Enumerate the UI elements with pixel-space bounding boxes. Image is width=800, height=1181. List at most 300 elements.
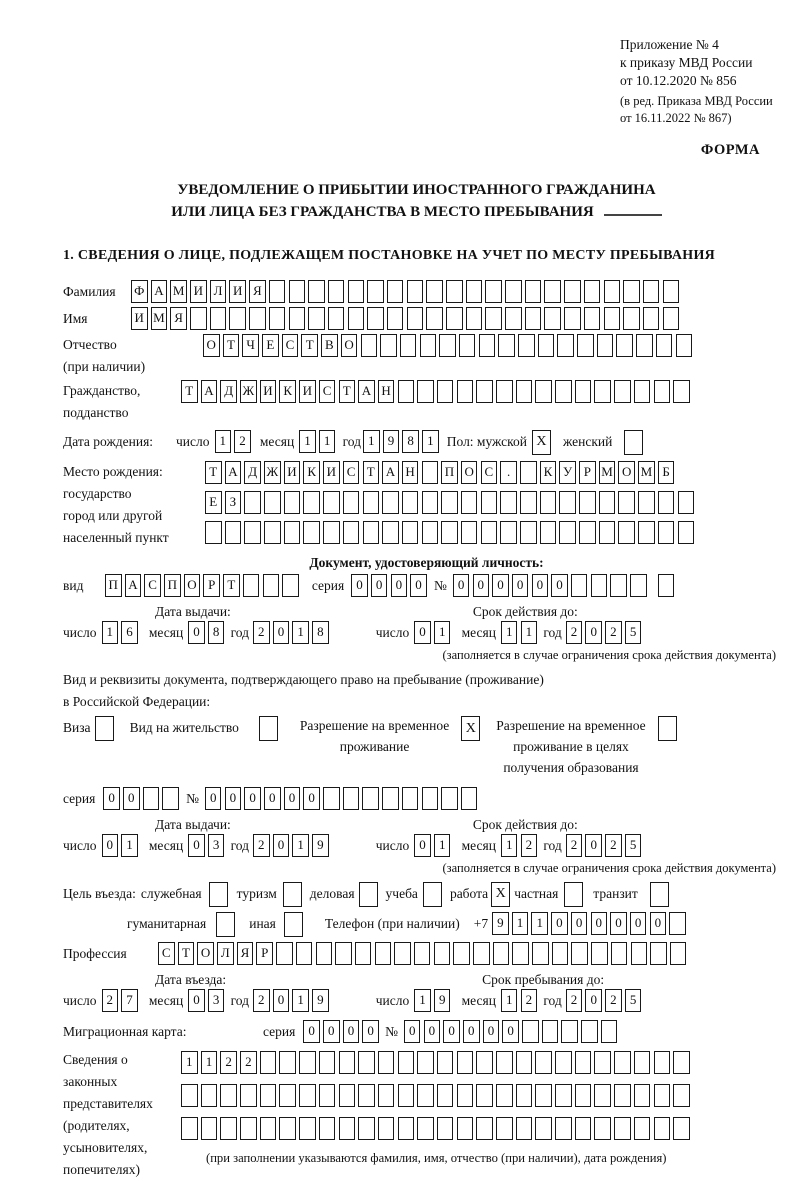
char-cell[interactable]: Ф (131, 280, 148, 303)
char-cell[interactable] (181, 1117, 198, 1140)
char-cell[interactable] (362, 787, 379, 810)
char-cell[interactable] (319, 1084, 336, 1107)
char-cell[interactable]: 0 (414, 621, 431, 644)
char-cell[interactable] (522, 1020, 539, 1043)
char-cell[interactable] (476, 1117, 493, 1140)
char-cell[interactable] (299, 1084, 316, 1107)
char-cell[interactable]: П (441, 461, 458, 484)
char-cell[interactable]: 5 (625, 621, 642, 644)
char-cell[interactable]: 0 (391, 574, 408, 597)
char-cell[interactable]: Л (210, 280, 227, 303)
char-cell[interactable] (599, 521, 616, 544)
char-cell[interactable] (658, 574, 675, 597)
char-cell[interactable] (319, 1051, 336, 1074)
char-cell[interactable] (378, 1051, 395, 1074)
char-cell[interactable]: 0 (463, 1020, 480, 1043)
char-cell[interactable] (654, 1084, 671, 1107)
char-cell[interactable]: 1 (292, 989, 309, 1012)
char-cell[interactable] (457, 1051, 474, 1074)
char-cell[interactable] (466, 280, 483, 303)
char-cell[interactable] (643, 280, 660, 303)
char-cell[interactable] (339, 1084, 356, 1107)
char-cell[interactable]: 0 (273, 989, 290, 1012)
char-cell[interactable] (289, 280, 306, 303)
char-cell[interactable] (575, 1051, 592, 1074)
char-cell[interactable]: Д (244, 461, 261, 484)
char-cell[interactable] (348, 307, 365, 330)
char-cell[interactable]: 0 (585, 989, 602, 1012)
char-cell[interactable]: А (382, 461, 399, 484)
char-cell[interactable]: 0 (443, 1020, 460, 1043)
char-cell[interactable] (367, 280, 384, 303)
char-cell[interactable] (584, 307, 601, 330)
char-cell[interactable]: 0 (532, 574, 549, 597)
char-cell[interactable] (520, 521, 537, 544)
char-cell[interactable] (453, 942, 470, 965)
char-cell[interactable] (243, 574, 260, 597)
char-cell[interactable] (485, 280, 502, 303)
char-cell[interactable] (658, 491, 675, 514)
char-cell[interactable]: А (358, 380, 375, 403)
char-cell[interactable] (496, 1117, 513, 1140)
char-cell[interactable]: 0 (244, 787, 261, 810)
char-cell[interactable] (417, 380, 434, 403)
char-cell[interactable] (244, 491, 261, 514)
checkbox-cell[interactable] (423, 882, 442, 907)
char-cell[interactable] (498, 334, 515, 357)
char-cell[interactable] (323, 787, 340, 810)
char-cell[interactable] (670, 942, 687, 965)
char-cell[interactable] (201, 1117, 218, 1140)
char-cell[interactable] (594, 1051, 611, 1074)
char-cell[interactable] (323, 521, 340, 544)
char-cell[interactable]: 1 (319, 430, 336, 453)
char-cell[interactable]: Р (203, 574, 220, 597)
char-cell[interactable]: 0 (343, 1020, 360, 1043)
char-cell[interactable] (571, 574, 588, 597)
checkbox-cell[interactable]: X (491, 882, 510, 907)
char-cell[interactable]: А (201, 380, 218, 403)
char-cell[interactable]: Н (378, 380, 395, 403)
checkbox-cell[interactable] (650, 882, 669, 907)
char-cell[interactable] (540, 521, 557, 544)
char-cell[interactable]: Т (205, 461, 222, 484)
char-cell[interactable] (284, 521, 301, 544)
char-cell[interactable]: К (303, 461, 320, 484)
char-cell[interactable] (422, 787, 439, 810)
char-cell[interactable]: Т (339, 380, 356, 403)
char-cell[interactable] (614, 1051, 631, 1074)
char-cell[interactable]: Д (220, 380, 237, 403)
char-cell[interactable]: М (151, 307, 168, 330)
char-cell[interactable]: 5 (625, 989, 642, 1012)
char-cell[interactable] (457, 380, 474, 403)
char-cell[interactable] (229, 307, 246, 330)
char-cell[interactable] (500, 491, 517, 514)
char-cell[interactable]: М (599, 461, 616, 484)
char-cell[interactable] (279, 1117, 296, 1140)
char-cell[interactable] (276, 942, 293, 965)
char-cell[interactable]: О (197, 942, 214, 965)
char-cell[interactable]: 9 (434, 989, 451, 1012)
char-cell[interactable]: Т (223, 574, 240, 597)
char-cell[interactable] (339, 1117, 356, 1140)
char-cell[interactable] (303, 491, 320, 514)
char-cell[interactable]: М (170, 280, 187, 303)
char-cell[interactable]: И (284, 461, 301, 484)
char-cell[interactable] (538, 334, 555, 357)
char-cell[interactable]: 0 (303, 1020, 320, 1043)
char-cell[interactable] (500, 521, 517, 544)
char-cell[interactable] (618, 521, 635, 544)
checkbox-cell[interactable] (564, 882, 583, 907)
char-cell[interactable] (363, 521, 380, 544)
char-cell[interactable]: 0 (585, 621, 602, 644)
char-cell[interactable]: 0 (585, 834, 602, 857)
char-cell[interactable]: 0 (630, 912, 647, 935)
char-cell[interactable]: Н (402, 461, 419, 484)
char-cell[interactable] (579, 521, 596, 544)
char-cell[interactable]: 7 (121, 989, 138, 1012)
char-cell[interactable] (669, 912, 686, 935)
char-cell[interactable] (476, 380, 493, 403)
char-cell[interactable] (269, 307, 286, 330)
char-cell[interactable] (402, 787, 419, 810)
char-cell[interactable]: 0 (102, 834, 119, 857)
char-cell[interactable] (564, 280, 581, 303)
char-cell[interactable] (279, 1051, 296, 1074)
char-cell[interactable]: С (282, 334, 299, 357)
char-cell[interactable] (437, 1117, 454, 1140)
char-cell[interactable]: 1 (501, 834, 518, 857)
char-cell[interactable] (614, 1117, 631, 1140)
char-cell[interactable] (343, 521, 360, 544)
char-cell[interactable]: И (229, 280, 246, 303)
char-cell[interactable]: С (144, 574, 161, 597)
char-cell[interactable]: 1 (501, 989, 518, 1012)
char-cell[interactable] (575, 1117, 592, 1140)
char-cell[interactable] (516, 380, 533, 403)
char-cell[interactable] (343, 491, 360, 514)
char-cell[interactable] (263, 574, 280, 597)
char-cell[interactable]: С (319, 380, 336, 403)
char-cell[interactable] (636, 334, 653, 357)
char-cell[interactable]: 2 (521, 834, 538, 857)
char-cell[interactable]: 0 (453, 574, 470, 597)
char-cell[interactable]: П (164, 574, 181, 597)
char-cell[interactable]: 6 (121, 621, 138, 644)
char-cell[interactable] (434, 942, 451, 965)
char-cell[interactable] (630, 574, 647, 597)
char-cell[interactable] (289, 307, 306, 330)
char-cell[interactable] (244, 521, 261, 544)
char-cell[interactable] (650, 942, 667, 965)
checkbox-cell[interactable] (283, 882, 302, 907)
char-cell[interactable] (387, 280, 404, 303)
char-cell[interactable] (485, 307, 502, 330)
char-cell[interactable] (663, 307, 680, 330)
char-cell[interactable]: 2 (220, 1051, 237, 1074)
char-cell[interactable] (260, 1051, 277, 1074)
char-cell[interactable]: 0 (483, 1020, 500, 1043)
char-cell[interactable]: И (190, 280, 207, 303)
char-cell[interactable] (559, 491, 576, 514)
char-cell[interactable] (575, 380, 592, 403)
char-cell[interactable] (535, 1084, 552, 1107)
char-cell[interactable]: 0 (551, 574, 568, 597)
char-cell[interactable] (476, 1051, 493, 1074)
char-cell[interactable] (446, 307, 463, 330)
char-cell[interactable]: И (131, 307, 148, 330)
char-cell[interactable]: 2 (253, 621, 270, 644)
char-cell[interactable] (525, 280, 542, 303)
char-cell[interactable]: С (481, 461, 498, 484)
char-cell[interactable] (382, 491, 399, 514)
char-cell[interactable]: 0 (123, 787, 140, 810)
char-cell[interactable]: 5 (625, 834, 642, 857)
char-cell[interactable]: 0 (473, 574, 490, 597)
char-cell[interactable] (532, 942, 549, 965)
char-cell[interactable] (181, 1084, 198, 1107)
char-cell[interactable]: 1 (434, 834, 451, 857)
char-cell[interactable] (581, 1020, 598, 1043)
char-cell[interactable] (525, 307, 542, 330)
char-cell[interactable]: 1 (201, 1051, 218, 1074)
char-cell[interactable] (461, 491, 478, 514)
char-cell[interactable] (634, 1084, 651, 1107)
char-cell[interactable] (220, 1117, 237, 1140)
char-cell[interactable]: 0 (188, 621, 205, 644)
char-cell[interactable]: 0 (264, 787, 281, 810)
char-cell[interactable] (676, 334, 693, 357)
char-cell[interactable] (594, 1084, 611, 1107)
char-cell[interactable]: О (461, 461, 478, 484)
char-cell[interactable]: 0 (502, 1020, 519, 1043)
char-cell[interactable] (654, 1051, 671, 1074)
char-cell[interactable] (190, 307, 207, 330)
char-cell[interactable]: 0 (512, 574, 529, 597)
char-cell[interactable]: 1 (181, 1051, 198, 1074)
char-cell[interactable] (579, 491, 596, 514)
char-cell[interactable] (557, 334, 574, 357)
char-cell[interactable] (466, 307, 483, 330)
char-cell[interactable] (348, 280, 365, 303)
char-cell[interactable]: О (341, 334, 358, 357)
char-cell[interactable] (601, 1020, 618, 1043)
char-cell[interactable] (308, 280, 325, 303)
char-cell[interactable] (378, 1117, 395, 1140)
char-cell[interactable] (422, 461, 439, 484)
char-cell[interactable] (594, 380, 611, 403)
char-cell[interactable]: 9 (312, 834, 329, 857)
char-cell[interactable]: 1 (501, 621, 518, 644)
char-cell[interactable]: 2 (566, 621, 583, 644)
char-cell[interactable]: 2 (566, 834, 583, 857)
char-cell[interactable]: И (299, 380, 316, 403)
char-cell[interactable]: 0 (410, 574, 427, 597)
char-cell[interactable]: С (343, 461, 360, 484)
char-cell[interactable] (269, 280, 286, 303)
char-cell[interactable] (437, 380, 454, 403)
char-cell[interactable]: Л (217, 942, 234, 965)
char-cell[interactable] (319, 1117, 336, 1140)
char-cell[interactable] (402, 491, 419, 514)
char-cell[interactable]: М (638, 461, 655, 484)
char-cell[interactable] (382, 787, 399, 810)
char-cell[interactable] (398, 1117, 415, 1140)
char-cell[interactable] (505, 280, 522, 303)
char-cell[interactable] (481, 491, 498, 514)
char-cell[interactable]: Я (170, 307, 187, 330)
char-cell[interactable] (355, 942, 372, 965)
char-cell[interactable] (493, 942, 510, 965)
char-cell[interactable] (678, 521, 695, 544)
char-cell[interactable] (457, 1084, 474, 1107)
char-cell[interactable]: 2 (253, 989, 270, 1012)
char-cell[interactable]: К (540, 461, 557, 484)
char-cell[interactable] (299, 1051, 316, 1074)
char-cell[interactable] (284, 491, 301, 514)
char-cell[interactable]: 1 (363, 430, 380, 453)
char-cell[interactable] (516, 1084, 533, 1107)
char-cell[interactable] (552, 942, 569, 965)
char-cell[interactable] (407, 280, 424, 303)
char-cell[interactable]: Р (256, 942, 273, 965)
char-cell[interactable]: 1 (102, 621, 119, 644)
char-cell[interactable]: 0 (551, 912, 568, 935)
char-cell[interactable]: 2 (605, 989, 622, 1012)
char-cell[interactable] (382, 521, 399, 544)
char-cell[interactable]: 0 (273, 834, 290, 857)
char-cell[interactable] (240, 1117, 257, 1140)
char-cell[interactable] (316, 942, 333, 965)
char-cell[interactable] (597, 334, 614, 357)
char-cell[interactable] (610, 574, 627, 597)
char-cell[interactable] (623, 280, 640, 303)
char-cell[interactable]: 1 (422, 430, 439, 453)
char-cell[interactable] (335, 942, 352, 965)
char-cell[interactable] (426, 307, 443, 330)
char-cell[interactable] (599, 491, 616, 514)
char-cell[interactable] (457, 1117, 474, 1140)
char-cell[interactable] (516, 1117, 533, 1140)
char-cell[interactable] (461, 521, 478, 544)
char-cell[interactable] (441, 521, 458, 544)
char-cell[interactable] (328, 280, 345, 303)
char-cell[interactable] (559, 521, 576, 544)
char-cell[interactable] (422, 521, 439, 544)
char-cell[interactable]: 0 (103, 787, 120, 810)
char-cell[interactable] (303, 521, 320, 544)
char-cell[interactable] (343, 787, 360, 810)
char-cell[interactable] (623, 307, 640, 330)
char-cell[interactable] (535, 1117, 552, 1140)
char-cell[interactable] (260, 1117, 277, 1140)
char-cell[interactable] (394, 942, 411, 965)
char-cell[interactable] (654, 380, 671, 403)
char-cell[interactable] (422, 491, 439, 514)
char-cell[interactable]: 0 (404, 1020, 421, 1043)
char-cell[interactable]: Я (237, 942, 254, 965)
char-cell[interactable] (417, 1051, 434, 1074)
char-cell[interactable] (398, 1084, 415, 1107)
char-cell[interactable]: 0 (591, 912, 608, 935)
char-cell[interactable]: Ч (242, 334, 259, 357)
char-cell[interactable]: 1 (531, 912, 548, 935)
checkbox-cell[interactable] (216, 912, 235, 937)
char-cell[interactable]: Ж (240, 380, 257, 403)
char-cell[interactable] (614, 1084, 631, 1107)
char-cell[interactable]: 1 (215, 430, 232, 453)
char-cell[interactable]: 1 (434, 621, 451, 644)
char-cell[interactable]: 0 (225, 787, 242, 810)
char-cell[interactable]: 0 (205, 787, 222, 810)
char-cell[interactable] (358, 1084, 375, 1107)
char-cell[interactable] (540, 491, 557, 514)
char-cell[interactable]: А (225, 461, 242, 484)
char-cell[interactable]: С (158, 942, 175, 965)
char-cell[interactable]: 0 (303, 787, 320, 810)
char-cell[interactable] (143, 787, 160, 810)
char-cell[interactable]: А (125, 574, 142, 597)
char-cell[interactable]: Т (363, 461, 380, 484)
char-cell[interactable] (555, 1117, 572, 1140)
char-cell[interactable] (656, 334, 673, 357)
char-cell[interactable] (282, 574, 299, 597)
char-cell[interactable]: 2 (605, 621, 622, 644)
char-cell[interactable] (398, 1051, 415, 1074)
char-cell[interactable] (505, 307, 522, 330)
char-cell[interactable]: 1 (414, 989, 431, 1012)
char-cell[interactable]: З (225, 491, 242, 514)
char-cell[interactable] (461, 787, 478, 810)
char-cell[interactable] (296, 942, 313, 965)
char-cell[interactable] (634, 380, 651, 403)
char-cell[interactable] (678, 491, 695, 514)
char-cell[interactable]: 1 (292, 621, 309, 644)
char-cell[interactable] (162, 787, 179, 810)
char-cell[interactable]: О (618, 461, 635, 484)
char-cell[interactable] (358, 1051, 375, 1074)
char-cell[interactable] (205, 521, 222, 544)
char-cell[interactable] (481, 521, 498, 544)
char-cell[interactable] (561, 1020, 578, 1043)
char-cell[interactable]: 9 (383, 430, 400, 453)
char-cell[interactable] (512, 942, 529, 965)
char-cell[interactable]: 2 (240, 1051, 257, 1074)
char-cell[interactable] (414, 942, 431, 965)
char-cell[interactable] (535, 1051, 552, 1074)
char-cell[interactable] (446, 280, 463, 303)
char-cell[interactable] (673, 1117, 690, 1140)
char-cell[interactable] (564, 307, 581, 330)
char-cell[interactable]: 0 (610, 912, 627, 935)
char-cell[interactable]: 0 (323, 1020, 340, 1043)
char-cell[interactable]: О (203, 334, 220, 357)
char-cell[interactable]: Т (223, 334, 240, 357)
char-cell[interactable] (225, 521, 242, 544)
char-cell[interactable] (542, 1020, 559, 1043)
char-cell[interactable] (398, 380, 415, 403)
char-cell[interactable] (658, 521, 675, 544)
char-cell[interactable] (249, 307, 266, 330)
char-cell[interactable]: 2 (521, 989, 538, 1012)
char-cell[interactable]: 2 (234, 430, 251, 453)
char-cell[interactable] (604, 307, 621, 330)
char-cell[interactable] (363, 491, 380, 514)
char-cell[interactable]: О (184, 574, 201, 597)
char-cell[interactable] (555, 1051, 572, 1074)
